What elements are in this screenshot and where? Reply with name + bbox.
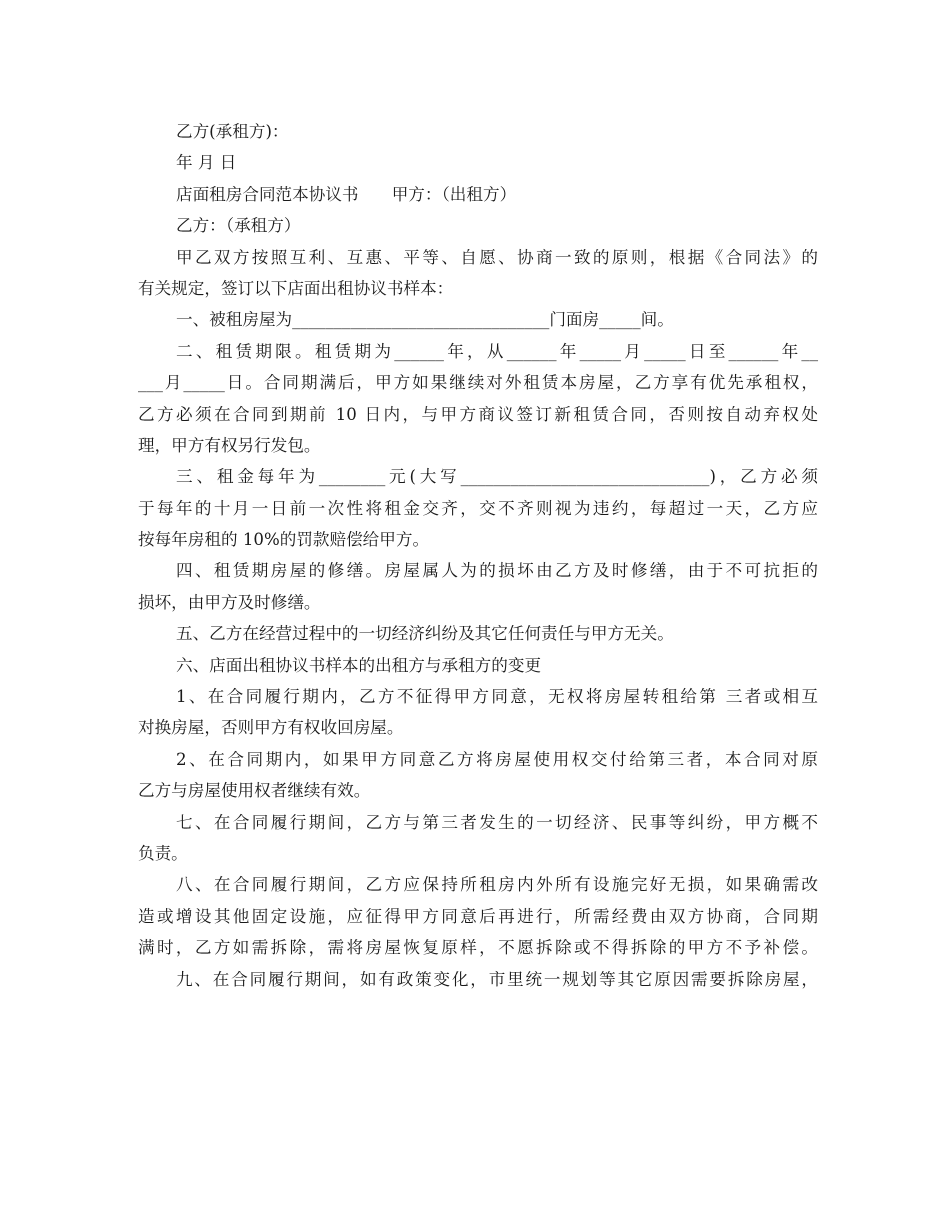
- text-line: 对换房屋，否则甲方有权收回房屋。: [138, 718, 404, 738]
- text-line: 甲乙双方按照互利、互惠、平等、自愿、协商一致的原则，根据《合同法》的: [176, 247, 818, 267]
- text-line: 四、租赁期房屋的修缮。房屋属人为的损坏由乙方及时修缮，由于不可抗拒的: [176, 561, 818, 581]
- text-line: 乙方与房屋使用权者继续有效。: [138, 781, 371, 801]
- text-line: 八、在合同履行期间，乙方应保持所租房内外所有设施完好无损，如果确需改: [176, 875, 818, 895]
- text-line: 乙方：（承租方）: [176, 216, 301, 236]
- text-line: 满时，乙方如需拆除，需将房屋恢复原样，不愿拆除或不得拆除的甲方不予补偿。: [138, 938, 818, 958]
- text-line: 有关规定，签订以下店面出租协议书样本：: [138, 278, 454, 298]
- text-line: 造或增设其他固定设施，应征得甲方同意后再进行，所需经费由双方协商，合同期: [138, 906, 818, 926]
- text-line: 于每年的十月一日前一次性将租金交齐，交不齐则视为违约，每超过一天，乙方应: [138, 498, 818, 518]
- text-line: 负责。: [138, 843, 188, 863]
- text-line: 理，甲方有权另行发包。: [138, 435, 321, 455]
- text-line: 乙方必须在合同到期前 10 日内，与甲方商议签订新租赁合同，否则按自动弃权处: [138, 404, 818, 424]
- document-body: [138, 116, 818, 995]
- text-line: 二、租赁期限。租赁期为______年，从______年_____月_____日至______年__: [176, 341, 818, 361]
- text-line: 店面租房合同范本协议书 甲方：（出租方）: [176, 184, 517, 204]
- text-line: 七、在合同履行期间，乙方与第三者发生的一切经济、民事等纠纷，甲方概不: [176, 812, 818, 832]
- text-line: 六、店面出租协议书样本的出租方与承租方的变更: [176, 655, 542, 675]
- text-line: 1、在合同履行期内，乙方不征得甲方同意，无权将房屋转租给第 三者或相互: [176, 687, 818, 707]
- text-line: 按每年房租的 10%的罚款赔偿给甲方。: [138, 530, 430, 550]
- text-line: 三、租金每年为________元(大写______________________________)，乙方必须: [176, 467, 818, 487]
- text-line: 乙方(承租方)：: [176, 122, 289, 141]
- text-line: 五、乙方在经营过程中的一切经济纠纷及其它任何责任与甲方无关。: [176, 624, 674, 644]
- text-line: 2、在合同期内，如果甲方同意乙方将房屋使用权交付给第三者，本合同对原: [176, 749, 818, 769]
- text-line: 年 月 日: [176, 153, 237, 173]
- text-line: 九、在合同履行期间，如有政策变化，市里统一规划等其它原因需要拆除房屋，: [176, 969, 818, 989]
- text-line: 一、被租房屋为_______________________________门面房_____间。: [176, 310, 674, 330]
- text-line: 损坏，由甲方及时修缮。: [138, 592, 321, 612]
- text-line: ___月_____日。合同期满后，甲方如果继续对外租赁本房屋，乙方享有优先承租权，: [138, 373, 818, 393]
